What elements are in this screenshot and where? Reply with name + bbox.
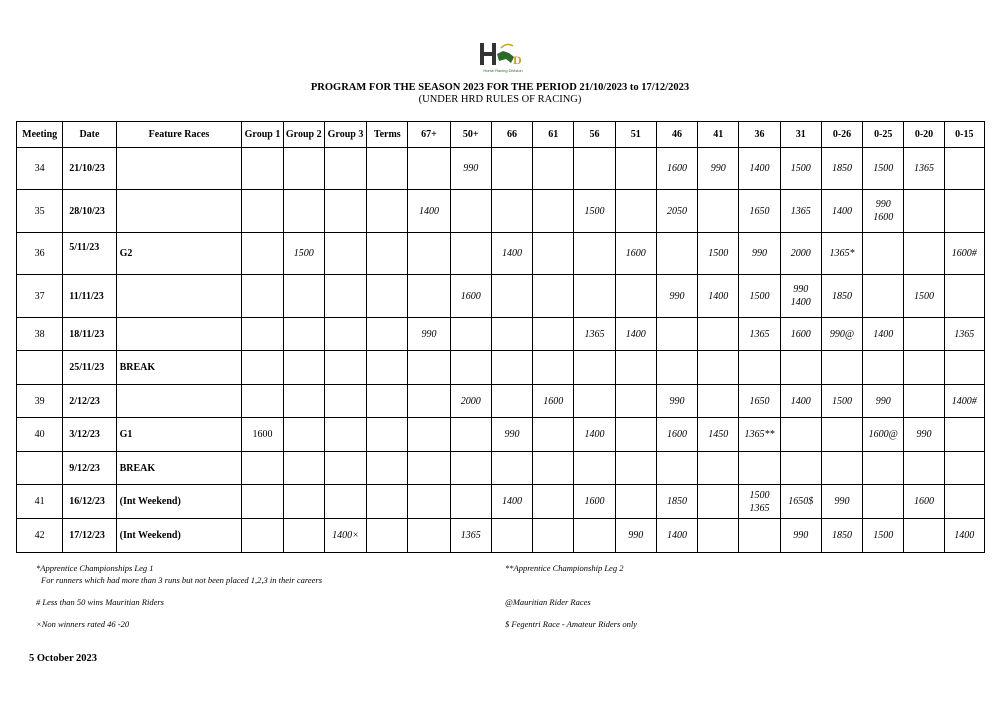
distance-cell: [533, 148, 574, 190]
distance-cell: [944, 275, 984, 318]
distance-cell: 990: [698, 148, 739, 190]
distance-cell: [656, 452, 697, 485]
distance-cell: 1600: [574, 485, 615, 519]
distance-cell: [615, 148, 656, 190]
distance-cell: [283, 452, 324, 485]
meeting-cell: 39: [17, 385, 63, 418]
distance-cell: 1650$: [780, 485, 821, 519]
distance-cell: 1850: [821, 148, 862, 190]
distance-cell: 2000: [780, 233, 821, 275]
distance-cell: 1600: [615, 233, 656, 275]
distance-cell: [863, 452, 904, 485]
distance-cell: [615, 385, 656, 418]
meeting-cell: 42: [17, 519, 63, 553]
table-row: [17, 519, 985, 553]
meeting-cell: [17, 452, 63, 485]
distance-cell: [408, 519, 450, 553]
footnote-apprentice-leg2: **Apprentice Championship Leg 2: [505, 563, 624, 573]
distance-cell: 1600: [656, 418, 697, 452]
header-3: Group 1: [242, 122, 283, 148]
distance-cell: [367, 275, 408, 318]
distance-cell: 990: [656, 385, 697, 418]
distance-cell: 1400×: [324, 519, 366, 553]
distance-cell: [780, 351, 821, 385]
distance-cell: [242, 385, 283, 418]
feature-race-cell: [116, 385, 242, 418]
feature-race-cell: (Int Weekend): [116, 519, 242, 553]
distance-cell: 990: [408, 318, 450, 351]
meeting-cell: 41: [17, 485, 63, 519]
header-17: 0-26: [821, 122, 862, 148]
distance-cell: [904, 385, 944, 418]
distance-cell: 1400: [574, 418, 615, 452]
table-row: [17, 485, 985, 519]
distance-cell: [324, 275, 366, 318]
distance-cell: [944, 190, 984, 233]
distance-cell: [533, 485, 574, 519]
distance-cell: 990: [863, 385, 904, 418]
distance-cell: [615, 351, 656, 385]
distance-cell: [491, 318, 532, 351]
header-4: Group 2: [283, 122, 324, 148]
header-2: Feature Races: [116, 122, 242, 148]
date-cell: 25/11/23: [63, 351, 116, 385]
distance-cell: 990@: [821, 318, 862, 351]
table-row: [17, 190, 985, 233]
distance-cell: 1400: [780, 385, 821, 418]
distance-cell: [324, 385, 366, 418]
distance-cell: [780, 418, 821, 452]
distance-cell: [863, 351, 904, 385]
distance-cell: 1500: [283, 233, 324, 275]
distance-cell: [904, 351, 944, 385]
distance-cell: [821, 351, 862, 385]
table-row: [17, 233, 985, 275]
distance-cell: [533, 275, 574, 318]
table-row: [17, 452, 985, 485]
distance-cell: [283, 148, 324, 190]
distance-cell: [574, 275, 615, 318]
feature-race-cell: BREAK: [116, 351, 242, 385]
distance-cell: [904, 318, 944, 351]
header-18: 0-25: [863, 122, 904, 148]
table-row: [17, 351, 985, 385]
distance-cell: [533, 351, 574, 385]
distance-cell: [450, 418, 491, 452]
distance-cell: [324, 418, 366, 452]
distance-cell: [574, 233, 615, 275]
distance-cell: [450, 190, 491, 233]
header-7: 67+: [408, 122, 450, 148]
distance-cell: [367, 233, 408, 275]
distance-cell: [283, 190, 324, 233]
distance-cell: [574, 519, 615, 553]
header-6: Terms: [367, 122, 408, 148]
table-row: [17, 318, 985, 351]
footnote-non-winners: ×Non winners rated 46 -20: [36, 619, 130, 629]
distance-cell: 1600: [242, 418, 283, 452]
date-cell: 11/11/23: [63, 275, 116, 318]
distance-cell: [944, 148, 984, 190]
distance-cell: [698, 485, 739, 519]
distance-cell: 1400: [408, 190, 450, 233]
header-8: 50+: [450, 122, 491, 148]
table-row: [17, 418, 985, 452]
distance-cell: [324, 318, 366, 351]
distance-cell: [615, 452, 656, 485]
distance-cell: [904, 190, 944, 233]
distance-cell: [242, 148, 283, 190]
distance-cell: 1650: [739, 190, 780, 233]
footnote-less-than-50: # Less than 50 wins Mauritian Riders: [36, 597, 164, 607]
distance-cell: [491, 275, 532, 318]
hrd-logo: [475, 40, 531, 76]
distance-cell: [698, 385, 739, 418]
meeting-cell: [17, 351, 63, 385]
distance-cell: [574, 148, 615, 190]
distance-cell: 1650: [739, 385, 780, 418]
distance-cell: [242, 452, 283, 485]
distance-cell: [944, 452, 984, 485]
distance-cell: [367, 385, 408, 418]
distance-cell: 1850: [821, 275, 862, 318]
distance-cell: [324, 148, 366, 190]
distance-cell: 1600@: [863, 418, 904, 452]
distance-cell: 990: [450, 148, 491, 190]
distance-cell: [283, 385, 324, 418]
distance-cell: [408, 385, 450, 418]
date-cell: 9/12/23: [63, 452, 116, 485]
table-row: [17, 385, 985, 418]
page-title: PROGRAM FOR THE SEASON 2023 FOR THE PERIOD 21/10/2023 to 17/12/2023: [310, 82, 690, 93]
distance-cell: [324, 233, 366, 275]
distance-cell: [367, 519, 408, 553]
distance-cell: 1600: [533, 385, 574, 418]
distance-cell: [242, 351, 283, 385]
distance-cell: [904, 452, 944, 485]
distance-cell: [698, 452, 739, 485]
distance-cell: [533, 452, 574, 485]
distance-cell: [324, 190, 366, 233]
header-15: 36: [739, 122, 780, 148]
distance-cell: [863, 275, 904, 318]
distance-cell: 1500: [698, 233, 739, 275]
distance-cell: [780, 452, 821, 485]
distance-cell: [367, 351, 408, 385]
feature-race-cell: G2: [116, 233, 242, 275]
distance-cell: [533, 418, 574, 452]
distance-cell: 1400#: [944, 385, 984, 418]
distance-cell: [739, 452, 780, 485]
distance-cell: [242, 519, 283, 553]
distance-cell: 2050: [656, 190, 697, 233]
distance-cell: 1500: [821, 385, 862, 418]
distance-cell: [367, 452, 408, 485]
distance-cell: [450, 351, 491, 385]
program-table: [16, 121, 985, 553]
date-cell: 18/11/23: [63, 318, 116, 351]
distance-cell: [242, 485, 283, 519]
date-cell: 28/10/23: [63, 190, 116, 233]
logo-caption: Horse Racing Division: [483, 68, 523, 73]
distance-cell: 1365: [450, 519, 491, 553]
distance-cell: 1365: [574, 318, 615, 351]
distance-cell: 1850: [821, 519, 862, 553]
distance-cell: [533, 519, 574, 553]
distance-cell: [821, 418, 862, 452]
distance-cell: 1500: [863, 519, 904, 553]
svg-text:D: D: [513, 53, 522, 67]
table-row: [17, 275, 985, 318]
feature-race-cell: [116, 318, 242, 351]
header-13: 46: [656, 122, 697, 148]
feature-race-cell: [116, 148, 242, 190]
distance-cell: 990: [615, 519, 656, 553]
distance-cell: [324, 485, 366, 519]
distance-cell: 1600: [780, 318, 821, 351]
header-12: 51: [615, 122, 656, 148]
header-0: Meeting: [17, 122, 63, 148]
distance-cell: [944, 351, 984, 385]
date-cell: 2/12/23: [63, 385, 116, 418]
feature-race-cell: BREAK: [116, 452, 242, 485]
distance-cell: [367, 190, 408, 233]
distance-cell: [408, 351, 450, 385]
distance-cell: [242, 233, 283, 275]
footnote-mauritian-races: @Mauritian Rider Races: [505, 597, 591, 607]
distance-cell: 1400: [656, 519, 697, 553]
distance-cell: [491, 452, 532, 485]
distance-cell: 1600: [904, 485, 944, 519]
table-row: [17, 148, 985, 190]
distance-cell: [615, 275, 656, 318]
distance-cell: 990: [491, 418, 532, 452]
page-subtitle: (UNDER HRD RULES OF RACING): [418, 94, 582, 105]
distance-cell: [491, 351, 532, 385]
footnote-apprentice-leg1-sub: For runners which had more than 3 runs but not been placed 1,2,3 in their careers: [41, 575, 323, 585]
header-20: 0-15: [944, 122, 984, 148]
distance-cell: 1400: [821, 190, 862, 233]
distance-cell: [450, 318, 491, 351]
footnote-apprentice-leg1: *Apprentice Championships Leg 1: [36, 563, 154, 573]
distance-cell: [904, 519, 944, 553]
distance-cell: 1600: [450, 275, 491, 318]
table-header-row: [17, 122, 985, 148]
date-cell: 21/10/23: [63, 148, 116, 190]
distance-cell: 1365: [780, 190, 821, 233]
feature-race-cell: [116, 190, 242, 233]
distance-cell: 1500: [739, 275, 780, 318]
distance-cell: [698, 190, 739, 233]
table-body: [17, 148, 985, 553]
distance-cell: 1365: [904, 148, 944, 190]
distance-cell: [283, 318, 324, 351]
distance-cell: [533, 233, 574, 275]
distance-cell: 1400: [615, 318, 656, 351]
distance-cell: [408, 485, 450, 519]
distance-cell: [533, 190, 574, 233]
distance-cell: 990: [739, 233, 780, 275]
distance-cell: [698, 351, 739, 385]
document-date: 5 October 2023: [29, 653, 98, 664]
distance-cell: 990 1600: [863, 190, 904, 233]
feature-race-cell: (Int Weekend): [116, 485, 242, 519]
distance-cell: 1365*: [821, 233, 862, 275]
distance-cell: [450, 485, 491, 519]
distance-cell: [533, 318, 574, 351]
distance-cell: [863, 485, 904, 519]
distance-cell: [904, 233, 944, 275]
distance-cell: [408, 233, 450, 275]
footnote-fegentri: $ Fegentri Race - Amateur Riders only: [505, 619, 638, 629]
meeting-cell: 36: [17, 233, 63, 275]
distance-cell: [944, 418, 984, 452]
distance-cell: [863, 233, 904, 275]
date-cell: 16/12/23: [63, 485, 116, 519]
distance-cell: [242, 190, 283, 233]
distance-cell: [574, 452, 615, 485]
distance-cell: [698, 519, 739, 553]
feature-race-cell: [116, 275, 242, 318]
distance-cell: 1600: [656, 148, 697, 190]
distance-cell: [450, 233, 491, 275]
distance-cell: 1400: [491, 485, 532, 519]
distance-cell: [408, 148, 450, 190]
distance-cell: 1400: [944, 519, 984, 553]
header-16: 31: [780, 122, 821, 148]
distance-cell: [324, 452, 366, 485]
distance-cell: [574, 351, 615, 385]
distance-cell: [367, 148, 408, 190]
distance-cell: [739, 519, 780, 553]
header-5: Group 3: [324, 122, 366, 148]
distance-cell: [615, 485, 656, 519]
header-19: 0-20: [904, 122, 944, 148]
date-cell: 17/12/23: [63, 519, 116, 553]
distance-cell: [283, 485, 324, 519]
header-9: 66: [491, 122, 532, 148]
distance-cell: 1500: [780, 148, 821, 190]
distance-cell: 1500: [904, 275, 944, 318]
distance-cell: 2000: [450, 385, 491, 418]
distance-cell: 1500: [574, 190, 615, 233]
distance-cell: 1365**: [739, 418, 780, 452]
distance-cell: 1850: [656, 485, 697, 519]
distance-cell: 1400: [739, 148, 780, 190]
distance-cell: [450, 452, 491, 485]
distance-cell: [283, 275, 324, 318]
distance-cell: 990: [656, 275, 697, 318]
meeting-cell: 40: [17, 418, 63, 452]
distance-cell: 990: [821, 485, 862, 519]
distance-cell: 990: [780, 519, 821, 553]
meeting-cell: 37: [17, 275, 63, 318]
distance-cell: [491, 519, 532, 553]
distance-cell: 990 1400: [780, 275, 821, 318]
distance-cell: [491, 385, 532, 418]
date-cell: 3/12/23: [63, 418, 116, 452]
distance-cell: [491, 148, 532, 190]
header-1: Date: [63, 122, 116, 148]
date-cell: 5/11/23: [63, 233, 116, 275]
distance-cell: 1400: [491, 233, 532, 275]
distance-cell: [656, 318, 697, 351]
distance-cell: [656, 351, 697, 385]
distance-cell: [283, 351, 324, 385]
distance-cell: 1500 1365: [739, 485, 780, 519]
distance-cell: [944, 485, 984, 519]
distance-cell: [408, 452, 450, 485]
distance-cell: 1600#: [944, 233, 984, 275]
distance-cell: [739, 351, 780, 385]
distance-cell: [242, 318, 283, 351]
distance-cell: [408, 275, 450, 318]
distance-cell: [698, 318, 739, 351]
distance-cell: 1400: [863, 318, 904, 351]
feature-race-cell: G1: [116, 418, 242, 452]
header-14: 41: [698, 122, 739, 148]
distance-cell: [283, 519, 324, 553]
header-11: 56: [574, 122, 615, 148]
distance-cell: [821, 452, 862, 485]
distance-cell: 990: [904, 418, 944, 452]
distance-cell: [656, 233, 697, 275]
distance-cell: [615, 418, 656, 452]
distance-cell: 1450: [698, 418, 739, 452]
distance-cell: 1400: [698, 275, 739, 318]
distance-cell: 1365: [944, 318, 984, 351]
distance-cell: [283, 418, 324, 452]
distance-cell: [491, 190, 532, 233]
distance-cell: [615, 190, 656, 233]
distance-cell: [574, 385, 615, 418]
meeting-cell: 35: [17, 190, 63, 233]
distance-cell: 1365: [739, 318, 780, 351]
title-block: [0, 82, 1000, 105]
distance-cell: [367, 485, 408, 519]
distance-cell: [242, 275, 283, 318]
distance-cell: [324, 351, 366, 385]
meeting-cell: 34: [17, 148, 63, 190]
distance-cell: [367, 418, 408, 452]
header-10: 61: [533, 122, 574, 148]
distance-cell: [367, 318, 408, 351]
distance-cell: [408, 418, 450, 452]
distance-cell: 1500: [863, 148, 904, 190]
meeting-cell: 38: [17, 318, 63, 351]
